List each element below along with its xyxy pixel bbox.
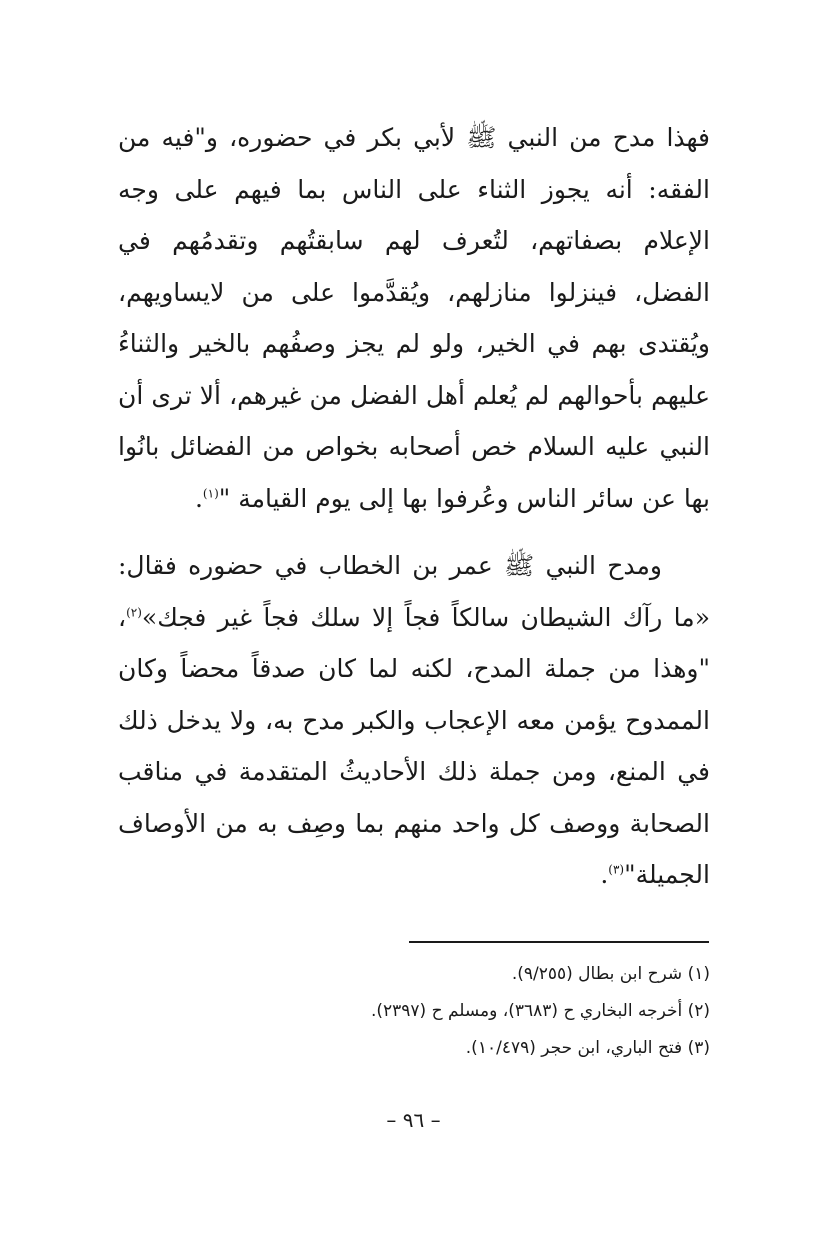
paragraph-2-text-a: ومدح النبي ﷺ عمر بن الخطاب في حضوره فقال: «ما رآك الشيطان سالكاً فجاً إلا سلك فجاً غير فجك»: [118, 551, 710, 632]
footnote-2: (٢) أخرجه البخاري ح (٣٦٨٣)، ومسلم ح (٢٣٩٧).: [370, 1001, 710, 1021]
paragraph-2: [118, 540, 710, 901]
page-number: – ٩٦ –: [386, 1108, 441, 1132]
paragraph-1-text: فهذا مدح من النبي ﷺ لأبي بكر في حضوره، و"فيه من الفقه: أنه يجوز الثناء على الناس بما فيهم على وجه الإعلام بصفاتهم، لتُعرف لهم سابقتُهم وتقدمُهم في الفضل، فينزلوا منازلهم، ويُقدَّموا على من لايساويهم، ويُقتدى بهم في الخير، ولو لم يجز وصفُهم بالخير والثناءُ عليهم بأحوالهم لم يُعلم أهل الفضل من غيرهم، ألا ترى أن النبي عليه السلام خص أصحابه بخواص من الفضائل بانُوا بها عن سائر الناس وعُرفوا بها إلى يوم القيامة ": [118, 123, 710, 513]
footnote-1: (١) شرح ابن بطال (٩/٢٥٥).: [511, 964, 710, 984]
paragraph-1: [118, 112, 710, 524]
paragraph-1-end: .: [194, 483, 203, 513]
footnote-ref-2: (٢): [126, 605, 142, 620]
main-text: [118, 112, 710, 901]
footnote-separator: [409, 941, 709, 943]
footnote-ref-1: (١): [202, 486, 219, 501]
paragraph-2-text-b: ، "وهذا من جملة المدح، لكنه لما كان صدقاً محضاً وكان الممدوح يؤمن معه الإعجاب والكبر مدح به، ولا يدخل ذلك في المنع، ومن جملة ذلك الأحاديثُ المتقدمة في مناقب الصحابة ووصف كل واحد منهم بما وصِف به من الأوصاف الجميلة": [118, 602, 710, 889]
footnote-ref-3: (٣): [608, 862, 625, 877]
paragraph-2-end: .: [600, 860, 609, 889]
footnote-3: (٣) فتح الباري، ابن حجر (١٠/٤٧٩).: [465, 1038, 710, 1058]
footnotes: [118, 956, 710, 1067]
